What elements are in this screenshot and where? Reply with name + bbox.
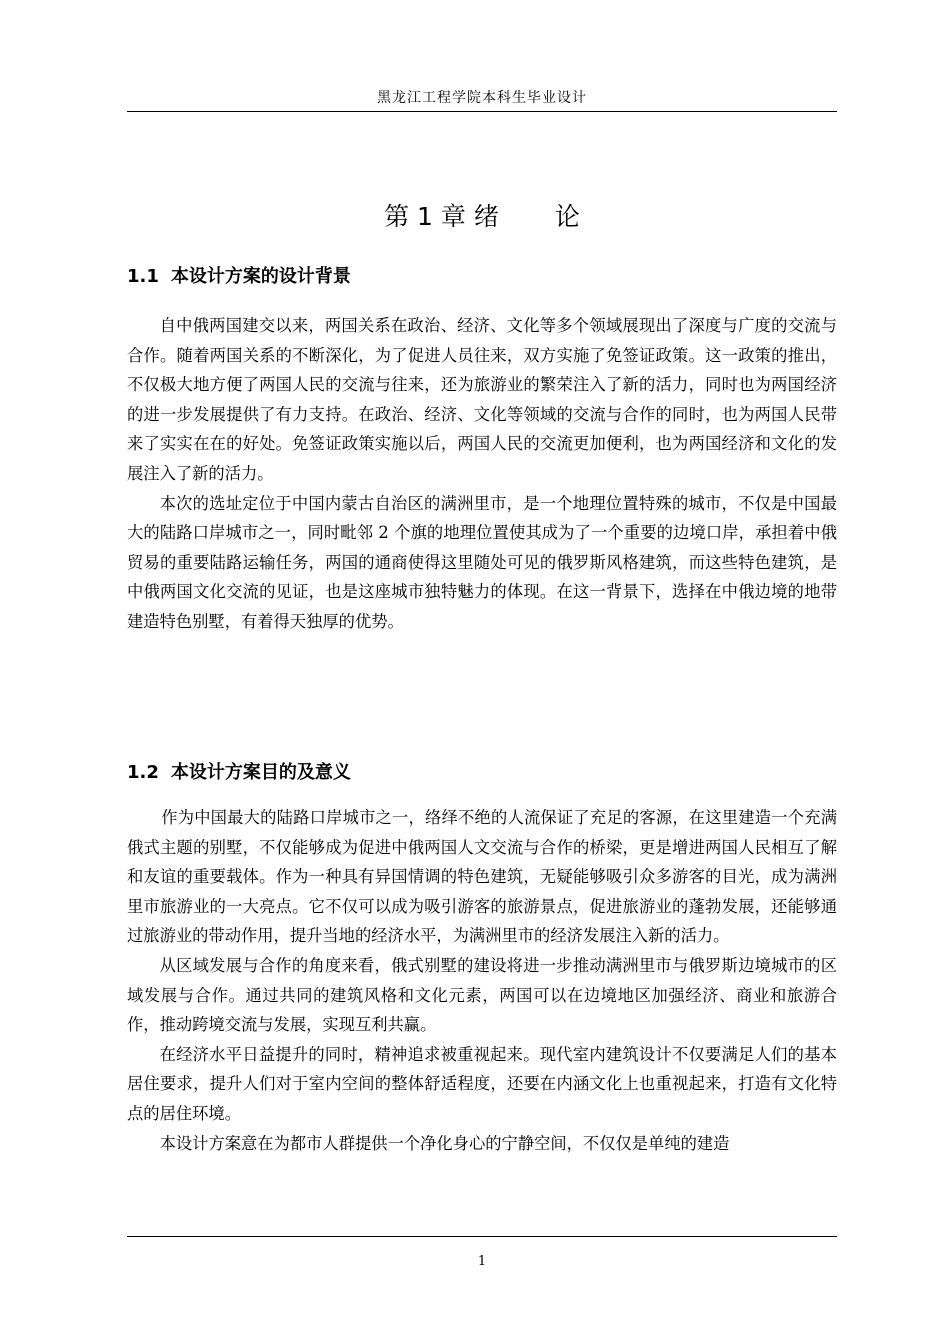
section-number: 1.1 (127, 266, 159, 287)
section-heading-1-1 (127, 262, 837, 292)
header-rule (127, 111, 837, 112)
chapter-title (127, 197, 837, 237)
paragraph: 本次的选址定位于中国内蒙古自治区的满洲里市，是一个地理位置特殊的城市，不仅是中国最大的陆路口岸城市之一，同时毗邻 2 个旗的地理位置使其成为了一个重要的边境口岸，承担着中俄贸易的重要陆路运输任务，两国的通商使得这里随处可见的俄罗斯风格建筑，而这些特色建筑，是中俄两国文化交流的见证，也是这座城市独特魅力的体现。在这一背景下，选择在中俄边境的地带建造特色别墅，有着得天独厚的优势。 (127, 493, 837, 631)
section-body-1-1 (127, 311, 837, 637)
running-header: 黑龙江工程学院本科生毕业设计 (377, 90, 587, 106)
section-heading-1-2 (127, 758, 837, 788)
paragraph: 作为中国最大的陆路口岸城市之一，络绎不绝的人流保证了充足的客源，在这里建造一个充满俄式主题的别墅，不仅能够成为促进中俄两国人文交流与合作的桥梁，更是增进两国人民相互了解和友谊的重要载体。作为一种具有异国情调的特色建筑，无疑能够吸引众多游客的目光，成为满洲里市旅游业的一大亮点。它不仅可以成为吸引游客的旅游景点，促进旅游业的蓬勃发展，还能够通过旅游业的带动作用，提升当地的经济水平，为满洲里市的经济发展注入新的活力。 (127, 808, 837, 946)
chapter-title-part2: 论 (554, 201, 580, 231)
footer-rule (127, 1236, 837, 1237)
section-title: 本设计方案的设计背景 (170, 266, 351, 287)
page-number: 1 (477, 1254, 487, 1269)
section-number: 1.2 (127, 762, 159, 783)
chapter-label: 第 1 章 (384, 201, 466, 231)
chapter-title-part1: 绪 (473, 201, 499, 231)
section-body-1-2 (127, 803, 837, 1158)
paragraph: 在经济水平日益提升的同时，精神追求被重视起来。现代室内建筑设计不仅要满足人们的基本居住要求，提升人们对于室内空间的整体舒适程度，还要在内涵文化上也重视起来，打造有文化特点的居住环境。 (127, 1044, 837, 1123)
paragraph: 本设计方案意在为都市人群提供一个净化身心的宁静空间，不仅仅是单纯的建造 (159, 1133, 730, 1153)
paragraph: 从区域发展与合作的角度来看，俄式别墅的建设将进一步推动满洲里市与俄罗斯边境城市的区域发展与合作。通过共同的建筑风格和文化元素，两国可以在边境地区加强经济、商业和旅游合作，推动跨境交流与发展，实现互利共赢。 (127, 955, 837, 1035)
paragraph: 自中俄两国建交以来，两国关系在政治、经济、文化等多个领域展现出了深度与广度的交流与合作。随着两国关系的不断深化，为了促进人员往来，双方实施了免签证政策。这一政策的推出，不仅极大地方便了两国人民的交流与往来，还为旅游业的繁荣注入了新的活力，同时也为两国经济的进一步发展提供了有力支持。在政治、经济、文化等领域的交流与合作的同时，也为两国人民带来了实实在在的好处。免签证政策实施以后，两国人民的交流更加便利，也为两国经济和文化的发展注入了新的活力。 (127, 316, 837, 483)
section-title: 本设计方案目的及意义 (170, 762, 351, 783)
